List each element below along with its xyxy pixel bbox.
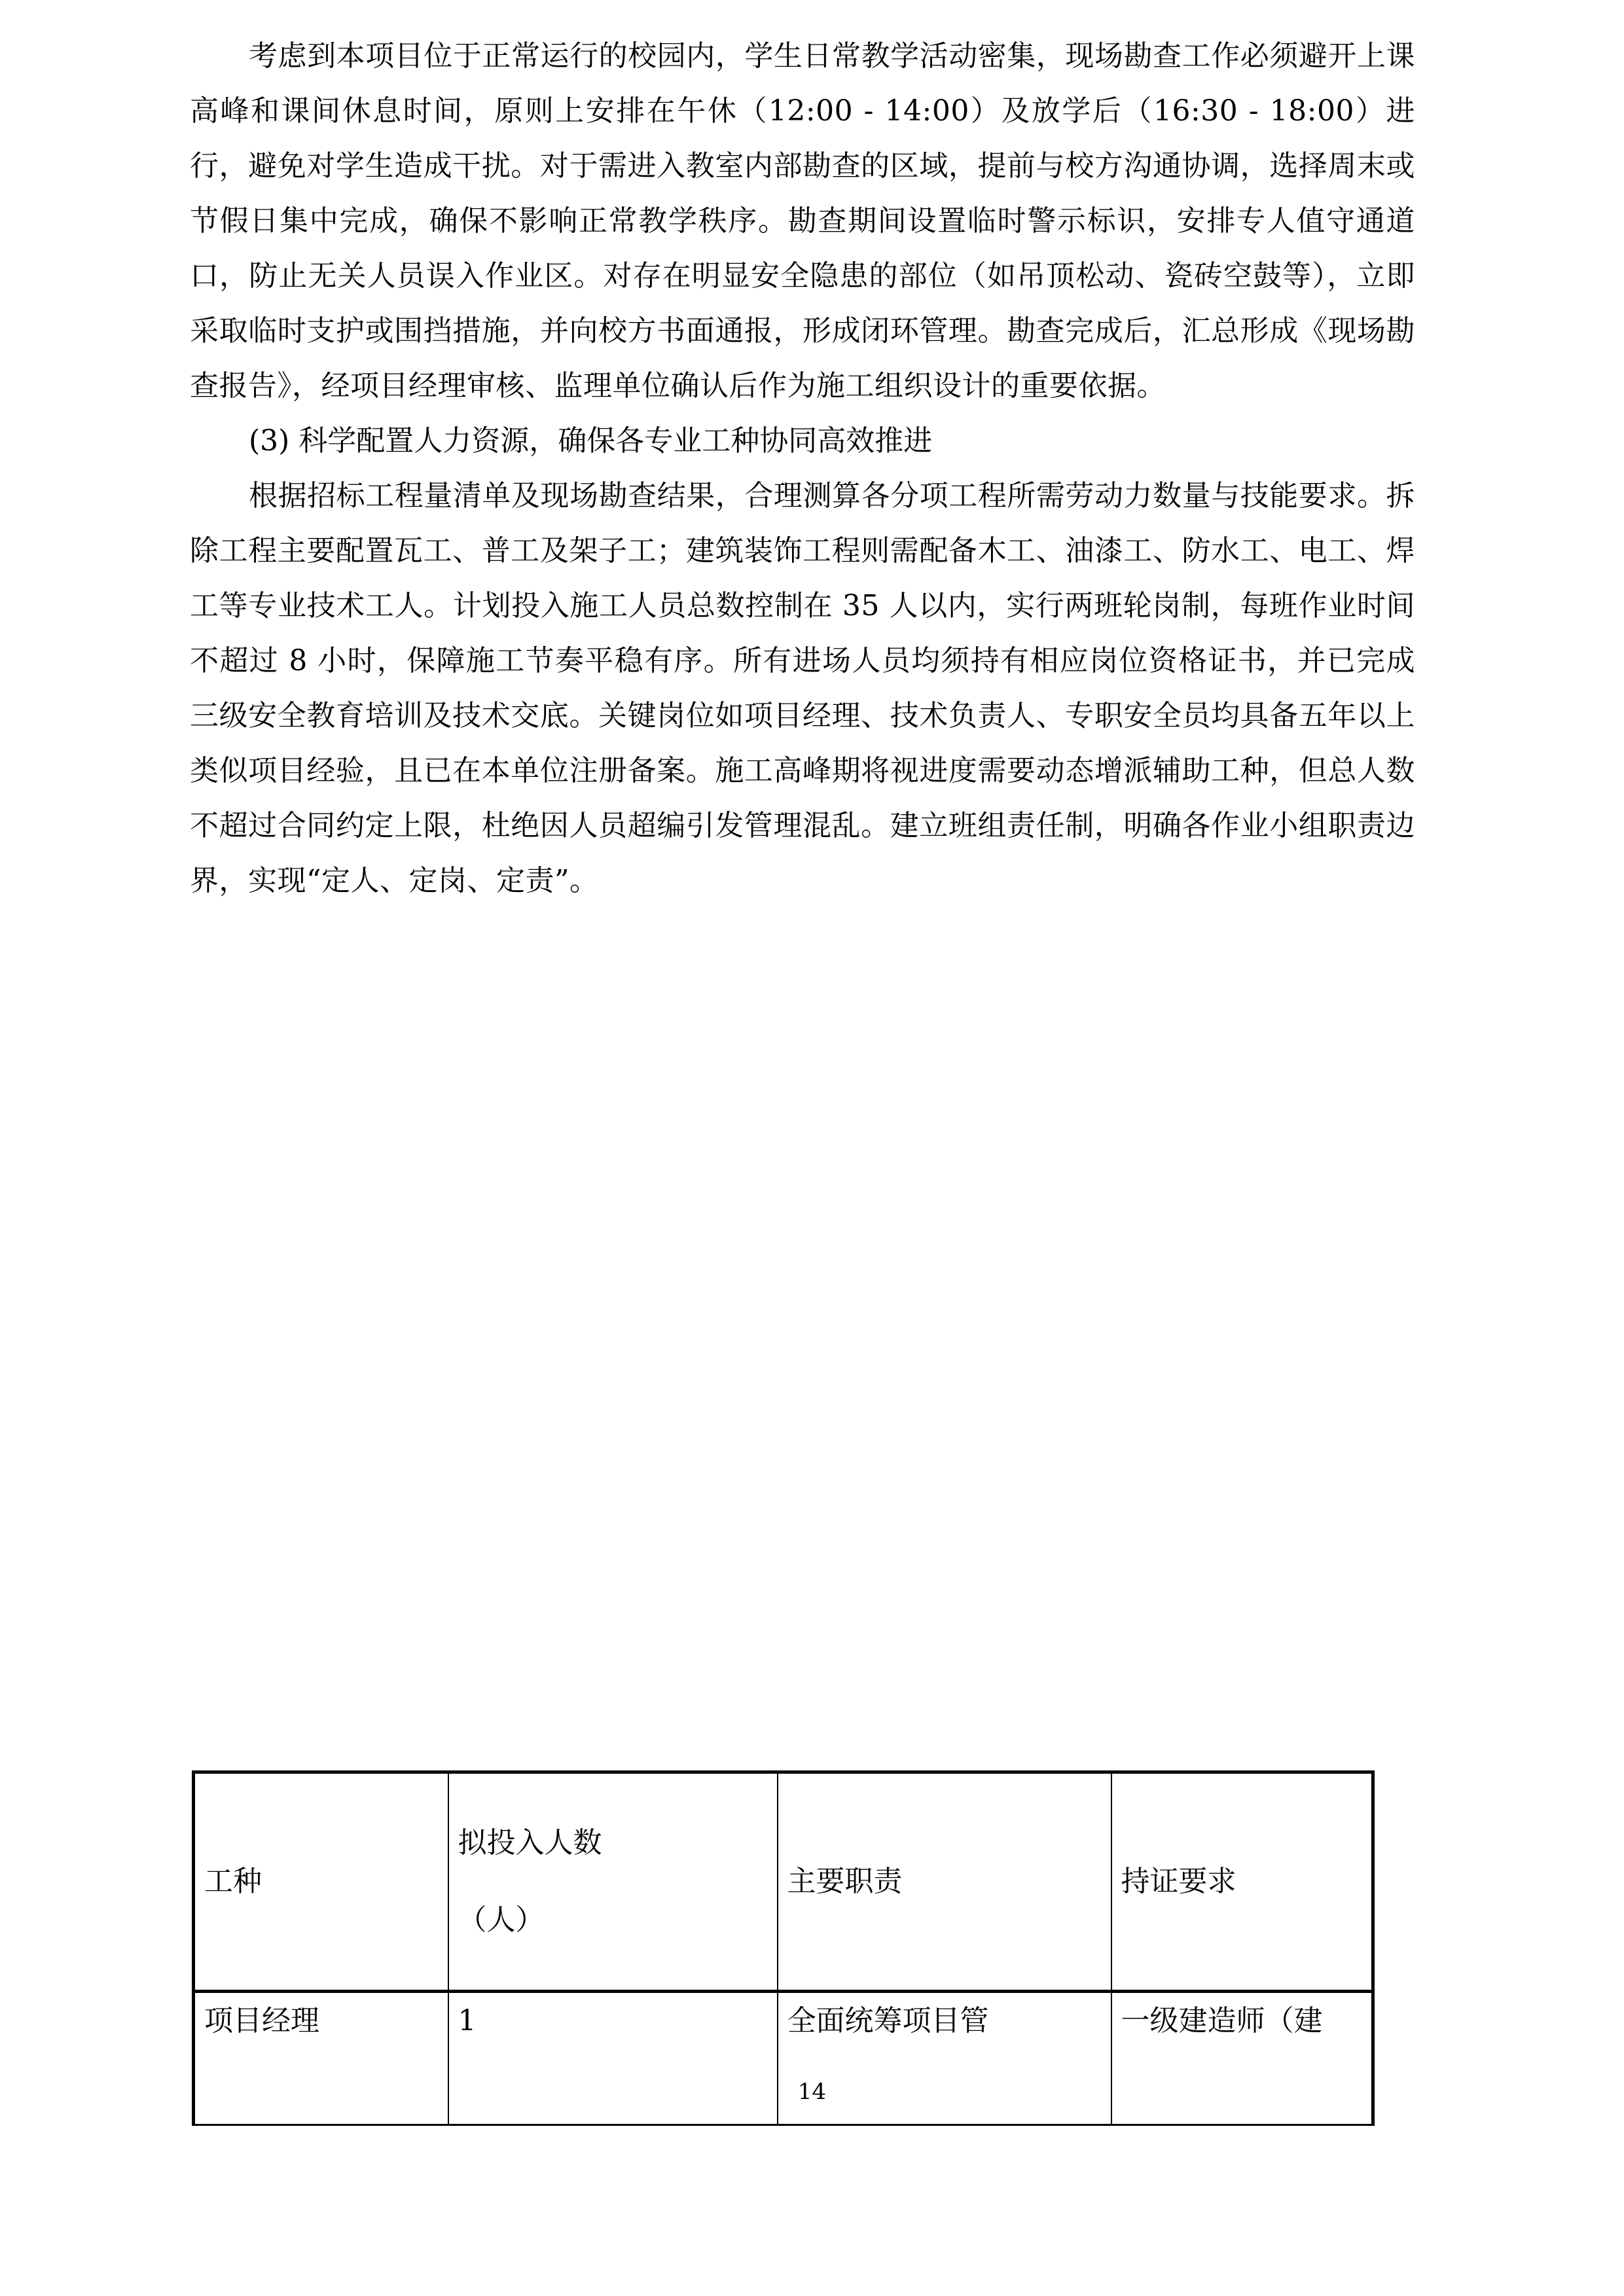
table-cell-value-headcount: 1 [458,2004,477,2037]
paragraph-site-survey-scheduling: 考虑到本项目位于正常运行的校园内，学生日常教学活动密集，现场勘查工作必须避开上课高峰和课间休息时间，原则上安排在午休（12:00 - 14:00）及放学后（16:30 - 18:00）进行，避免对学生造成干扰。对于需进入教室内部勘查的区域，提前与校方沟通协调，选择周末或节假日集中完成，确保不影响正常教学秩序。勘查期间设置临时警示标识，安排专人值守通道口，防止无关人员误入作业区。对存在明显安全隐患的部位（如吊顶松动、瓷砖空鼓等），立即采取临时支护或围挡措施，并向校方书面通报，形成闭环管理。勘查完成后，汇总形成《现场勘查报告》，经项目经理审核、监理单位确认后作为施工组织设计的重要依据。 [190,39,1415,403]
worker-allocation-table [192,1770,1375,2126]
page-content [190,29,1415,908]
worker-allocation-table-wrapper [192,1770,1371,2126]
table-header-stack-headcount [458,1821,769,1942]
table-header-label-certification: 持证要求 [1121,1865,1236,1898]
table-header-cell-certification [1111,1772,1373,1992]
paragraph-manpower-detail: 根据招标工程量清单及现场勘查结果，合理测算各分项工程所需劳动力数量与技能要求。拆除工程主要配置瓦工、普工及架子工；建筑装饰工程则需配备木工、油漆工、防水工、电工、焊工等专业技术工人。计划投入施工人员总数控制在 35 人以内，实行两班轮岗制，每班作业时间不超过 8 小时，保障施工节奏平稳有序。所有进场人员均须持有相应岗位资格证书，并已完成三级安全教育培训及技术交底。关键岗位如项目经理、技术负责人、专职安全员均具备五年以上类似项目经验，且已在本单位注册备案。施工高峰期将视进度需要动态增派辅助工种，但总人数不超过合同约定上限，杜绝因人员超编引发管理混乱。建立班组责任制，明确各作业小组职责边界，实现“定人、定岗、定责”。 [190,479,1415,897]
table-header-label-headcount-line1: 拟投入人数 [458,1826,602,1859]
table-header-label-duties: 主要职责 [787,1865,903,1898]
table-header-spacer [458,1865,769,1899]
page-number: 14 [797,2079,827,2105]
table-header-cell-duties [778,1772,1111,1992]
table-header-cell-headcount [448,1772,778,1992]
table-cell-value-certification: 一级建造师（建 [1121,2004,1323,2037]
table-header-cell-trade [194,1772,448,1992]
table-header-label-trade: 工种 [204,1865,262,1898]
table-cell-value-duties: 全面统筹项目管 [787,2004,989,2037]
section-heading-manpower-allocation: (3) 科学配置人力资源，确保各专业工种协同高效推进 [249,424,933,457]
table-cell-value-trade: 项目经理 [204,2004,319,2037]
table-header-row [194,1772,1373,1992]
table-header-label-headcount-line2: （人） [458,1903,545,1937]
